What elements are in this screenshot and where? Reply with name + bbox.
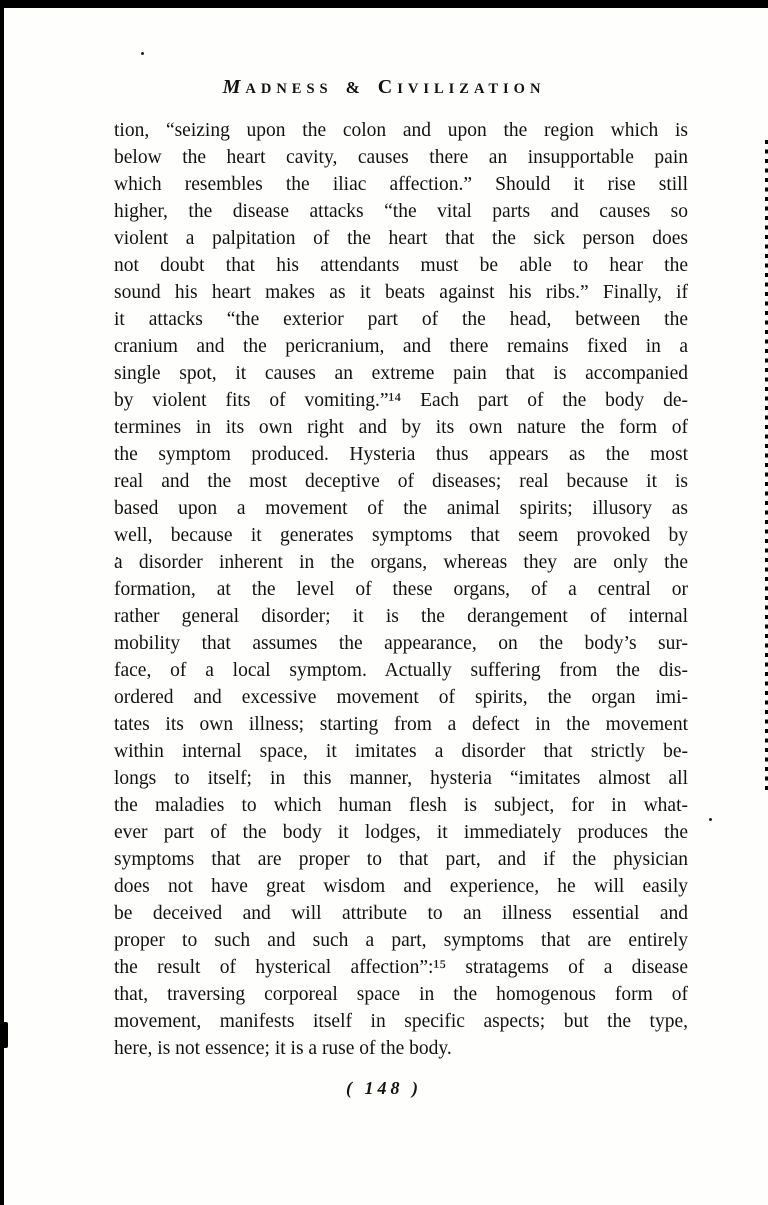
text-line: higher, the disease attacks “the vital parts and causes so	[114, 201, 688, 222]
header-initial-m: M	[222, 76, 246, 98]
text-line: real and the most deceptive of diseases; real because it is	[114, 471, 688, 492]
text-line: the maladies to which human flesh is subject, for in what-	[114, 795, 688, 816]
text-line: movement, manifests itself in specific aspects; but the type,	[114, 1011, 688, 1032]
scan-blotch-left	[0, 1022, 8, 1048]
scan-edge-top-bar	[0, 0, 768, 8]
header-word2: IVILIZATION	[397, 81, 546, 97]
text-line: below the heart cavity, causes there an insupportable pain	[114, 147, 688, 168]
text-line: formation, at the level of these organs, of a central or	[114, 579, 688, 600]
text-line: ordered and excessive movement of spirits, the organ imi-	[114, 687, 688, 708]
text-line: ever part of the body it lodges, it immediately produces the	[114, 822, 688, 843]
text-line: violent a palpitation of the heart that the sick person does	[114, 228, 688, 249]
text-line: tates its own illness; starting from a defect in the movement	[114, 714, 688, 735]
page-number: ( 148 )	[346, 1078, 422, 1098]
header-ampersand: &	[345, 78, 365, 97]
text-line: a disorder inherent in the organs, whereas they are only the	[114, 552, 688, 573]
text-line: termines in its own right and by its own nature the form of	[114, 417, 688, 438]
text-line: here, is not essence; it is a ruse of the body.	[114, 1038, 452, 1059]
scan-speck	[141, 52, 144, 55]
running-header	[0, 76, 768, 99]
text-line: face, of a local symptom. Actually suffering from the dis-	[114, 660, 688, 681]
text-line: by violent fits of vomiting.”¹⁴ Each part of the body de-	[114, 390, 688, 411]
text-line: sound his heart makes as it beats against his ribs.” Finally, if	[114, 282, 688, 303]
text-line: be deceived and will attribute to an illness essential and	[114, 903, 688, 924]
text-line: based upon a movement of the animal spirits; illusory as	[114, 498, 688, 519]
page-body	[114, 117, 688, 1062]
text-line: does not have great wisdom and experience, he will easily	[114, 876, 688, 897]
text-line: cranium and the pericranium, and there remains fixed in a	[114, 336, 688, 357]
text-line: tion, “seizing upon the colon and upon the region which is	[114, 120, 688, 141]
text-line: well, because it generates symptoms that seem provoked by	[114, 525, 688, 546]
header-initial-c: C	[377, 76, 398, 98]
text-line: that, traversing corporeal space in the homogenous form of	[114, 984, 688, 1005]
text-line: which resembles the iliac affection.” Should it rise still	[114, 174, 688, 195]
text-line: it attacks “the exterior part of the head, between the	[114, 309, 688, 330]
text-line: not doubt that his attendants must be able to hear the	[114, 255, 688, 276]
scan-speck	[709, 818, 712, 821]
text-line: mobility that assumes the appearance, on the body’s sur-	[114, 633, 688, 654]
header-word1: ADNESS	[245, 81, 333, 97]
text-line: longs to itself; in this manner, hysteria “imitates almost all	[114, 768, 688, 789]
text-line: rather general disorder; it is the derangement of internal	[114, 606, 688, 627]
text-line: the symptom produced. Hysteria thus appears as the most	[114, 444, 688, 465]
text-line: symptoms that are proper to that part, and if the physician	[114, 849, 688, 870]
text-line: the result of hysterical affection”:¹⁵ stratagems of a disease	[114, 957, 688, 978]
text-line: single spot, it causes an extreme pain that is accompanied	[114, 363, 688, 384]
text-line: within internal space, it imitates a disorder that strictly be-	[114, 741, 688, 762]
text-line: proper to such and such a part, symptoms that are entirely	[114, 930, 688, 951]
